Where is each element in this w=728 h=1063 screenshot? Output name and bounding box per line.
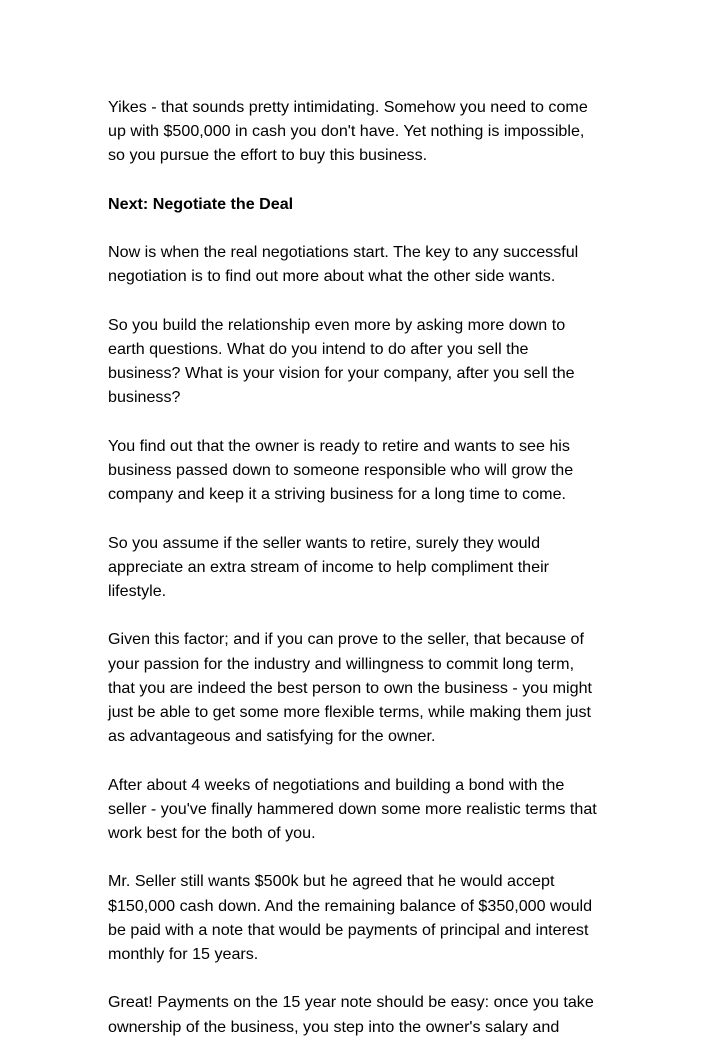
paragraph-four-weeks xyxy=(108,773,620,846)
paragraph-owner-retire xyxy=(108,434,620,507)
text-line: lifestyle. xyxy=(108,581,167,600)
text-line: your passion for the industry and willingness to commit long term, xyxy=(108,654,575,673)
text-line: So you assume if the seller wants to retire, surely they would xyxy=(108,533,541,552)
text-line: After about 4 weeks of negotiations and building a bond with the xyxy=(108,775,565,794)
text-line: So you build the relationship even more by asking more down to xyxy=(108,315,566,334)
text-line: be paid with a note that would be payments of principal and interest xyxy=(108,920,589,939)
text-line: $150,000 cash down. And the remaining balance of $350,000 would xyxy=(108,896,593,915)
text-line: earth questions. What do you intend to do after you sell the xyxy=(108,339,529,358)
paragraph-relationship xyxy=(108,313,620,410)
text-line: ownership of the business, you step into the owner's salary and xyxy=(108,1017,560,1036)
text-line: that you are indeed the best person to own the business - you might xyxy=(108,678,593,697)
text-line: so you pursue the effort to buy this business. xyxy=(108,146,428,165)
text-line: You find out that the owner is ready to retire and wants to see his xyxy=(108,436,570,455)
text-line: Yikes - that sounds pretty intimidating. Somehow you need to come xyxy=(108,98,588,116)
text-line: Now is when the real negotiations start. The key to any successful xyxy=(108,243,579,262)
text-line: company and keep it a striving business for a long time to come. xyxy=(108,485,567,504)
paragraph-seller-terms xyxy=(108,869,620,966)
paragraph-flexible-terms xyxy=(108,627,620,748)
text-line: negotiation is to find out more about what the other side wants. xyxy=(108,267,556,286)
paragraph-intro xyxy=(108,95,620,168)
text-line: seller - you've finally hammered down some more realistic terms that xyxy=(108,799,597,818)
heading-text: Next: Negotiate the Deal xyxy=(108,194,294,213)
text-line: business? What is your vision for your company, after you sell the xyxy=(108,364,575,383)
section-heading xyxy=(108,192,620,216)
text-line: Great! Payments on the 15 year note should be easy: once you take xyxy=(108,993,594,1012)
text-line: work best for the both of you. xyxy=(108,823,316,842)
text-line: just be able to get some more flexible terms, while making them just xyxy=(108,702,592,721)
text-line: business passed down to someone responsible who will grow the xyxy=(108,460,574,479)
text-line: monthly for 15 years. xyxy=(108,944,259,963)
paragraph-extra-income xyxy=(108,531,620,604)
text-line: Given this factor; and if you can prove to the seller, that because of xyxy=(108,630,584,649)
text-line: business? xyxy=(108,388,181,407)
paragraph-payments xyxy=(108,990,620,1038)
text-line: as advantageous and satisfying for the owner. xyxy=(108,727,436,746)
paragraph-negotiations xyxy=(108,240,620,288)
text-line: Mr. Seller still wants $500k but he agreed that he would accept xyxy=(108,872,555,891)
document-page xyxy=(108,95,620,1063)
text-line: up with $500,000 in cash you don't have. Yet nothing is impossible, xyxy=(108,122,585,141)
text-line: appreciate an extra stream of income to help compliment their xyxy=(108,557,550,576)
